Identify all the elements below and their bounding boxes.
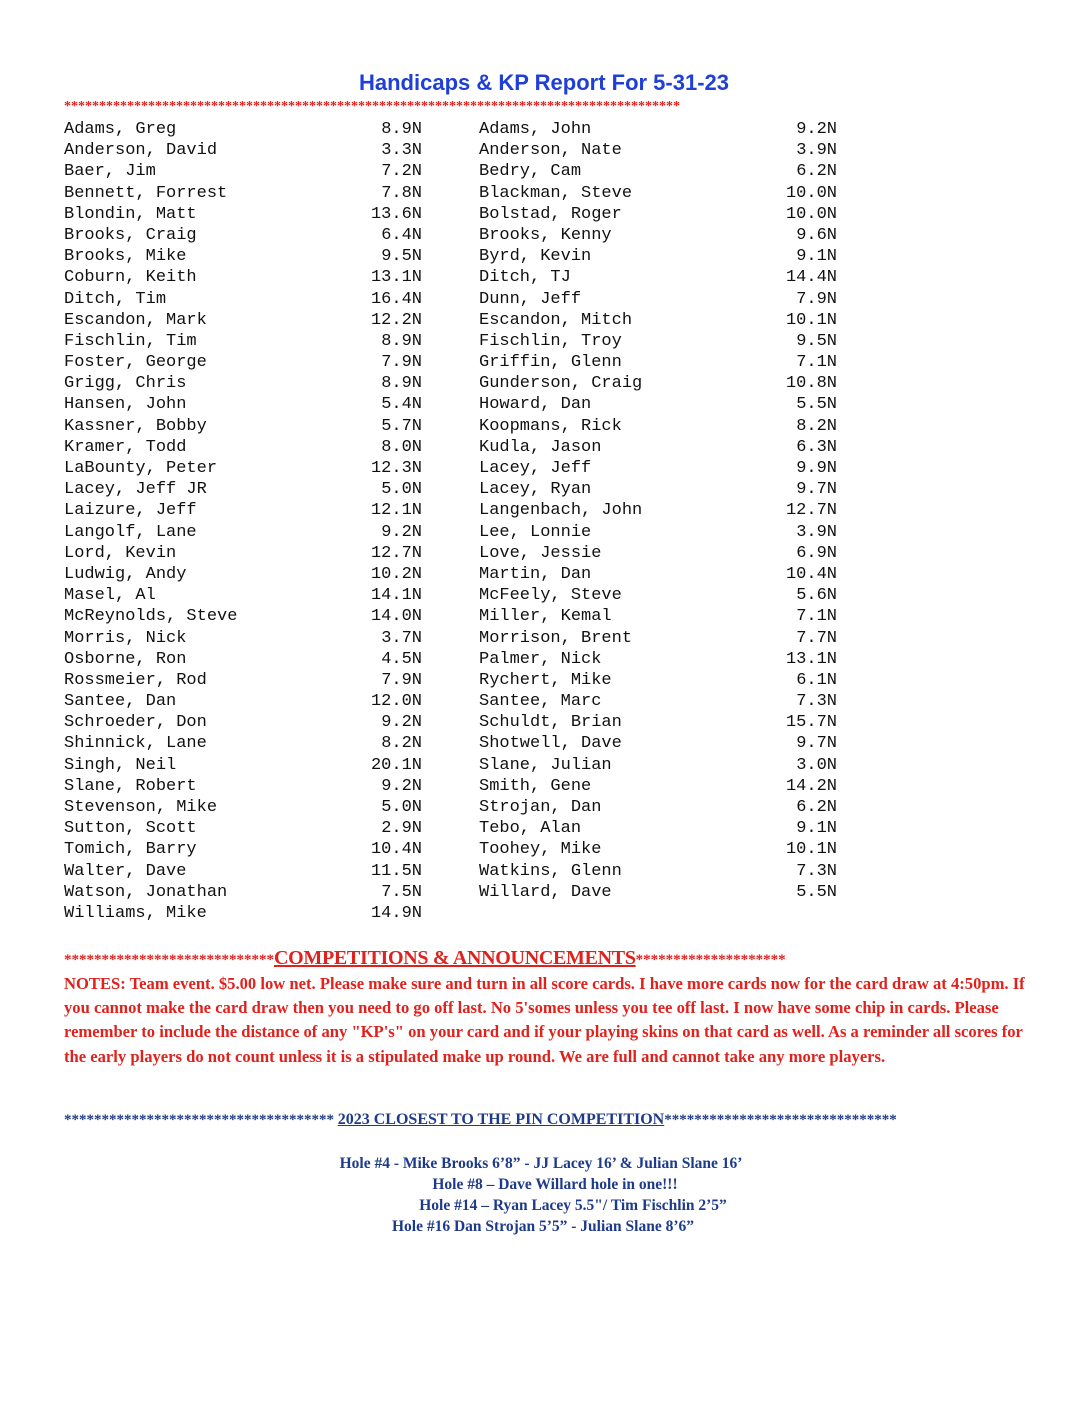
player-name: Sutton, Scott <box>64 819 197 839</box>
roster-row <box>64 352 864 373</box>
roster-row <box>64 712 864 733</box>
player-name: McReynolds, Steve <box>64 607 238 627</box>
player-name: Howard, Dan <box>479 395 592 415</box>
player-name: Singh, Neil <box>64 755 177 775</box>
roster-row <box>64 289 864 310</box>
roster-row <box>64 331 864 352</box>
player-handicap: 9.9N <box>796 459 837 478</box>
player-name: Blondin, Matt <box>64 204 197 224</box>
player-handicap: 10.0N <box>785 183 837 203</box>
player-handicap: 10.1N <box>785 310 837 330</box>
result-line: Hole #14 – Ryan Lacey 5.5"/ Tim Fischlin 2’5” <box>419 1197 727 1214</box>
player-handicap: 13.1N <box>785 649 837 669</box>
player-handicap: 12.7N <box>370 543 422 563</box>
player-name: Adams, Greg <box>64 120 177 139</box>
player-handicap: 10.0N <box>785 204 837 224</box>
handicap-roster <box>64 119 864 924</box>
player-handicap: 14.9N <box>370 903 422 923</box>
player-handicap: 15.7N <box>785 713 837 733</box>
player-handicap: 12.7N <box>785 501 837 521</box>
player-name: Schuldt, Brian <box>479 713 622 733</box>
player-name: Anderson, David <box>64 141 218 161</box>
player-handicap: 16.4N <box>370 289 422 309</box>
player-name: Fischlin, Troy <box>479 331 622 351</box>
roster-row <box>64 606 864 627</box>
player-handicap: 7.5N <box>381 882 422 902</box>
player-handicap: 12.0N <box>370 692 422 712</box>
player-name: Blackman, Steve <box>479 183 633 203</box>
player-handicap: 3.3N <box>381 141 422 161</box>
player-name: Morrison, Brent <box>479 628 633 648</box>
player-handicap: 9.6N <box>796 225 837 245</box>
stars-right: ******************** <box>635 952 786 968</box>
player-name: Watkins, Glenn <box>479 861 622 881</box>
player-name: Griffin, Glenn <box>479 353 622 373</box>
player-name: Ditch, Tim <box>64 289 167 309</box>
roster-row <box>64 691 864 712</box>
roster-row <box>64 882 864 903</box>
player-handicap: 10.8N <box>785 374 837 394</box>
player-name: Lacey, Ryan <box>479 480 592 500</box>
player-handicap: 5.6N <box>796 586 837 606</box>
player-handicap: 13.6N <box>370 204 422 224</box>
result-line: Hole #16 Dan Strojan 5’5” - Julian Slane 8’6” <box>392 1218 694 1235</box>
player-handicap: 7.9N <box>796 289 837 309</box>
player-name: Anderson, Nate <box>479 141 622 161</box>
player-handicap: 7.9N <box>381 670 422 690</box>
player-handicap: 5.5N <box>796 395 837 415</box>
player-handicap: 6.2N <box>796 162 837 182</box>
player-handicap: 9.1N <box>796 247 837 267</box>
player-name: Bedry, Cam <box>479 162 582 182</box>
player-name: Dunn, Jeff <box>479 289 582 309</box>
player-handicap: 12.2N <box>370 310 422 330</box>
player-handicap: 7.3N <box>796 692 837 712</box>
result-line: Hole #8 – Dave Willard hole in one!!! <box>432 1176 678 1193</box>
player-handicap: 6.3N <box>796 437 837 457</box>
player-name: McFeely, Steve <box>479 586 622 606</box>
player-name: Toohey, Mike <box>479 840 602 860</box>
player-name: Koopmans, Rick <box>479 416 622 436</box>
player-handicap: 6.2N <box>796 798 837 817</box>
player-name: Foster, George <box>64 353 207 373</box>
report-title: Handicaps & KP Report For 5-31-23 <box>358 70 730 95</box>
player-name: Watson, Jonathan <box>64 882 228 902</box>
player-name: Grigg, Chris <box>64 374 187 394</box>
player-name: Escandon, Mitch <box>479 310 633 330</box>
roster-row <box>64 373 864 394</box>
player-handicap: 7.9N <box>381 353 422 373</box>
player-name: Shinnick, Lane <box>64 734 207 754</box>
player-name: Byrd, Kevin <box>479 247 592 267</box>
player-handicap: 7.7N <box>796 628 837 648</box>
player-handicap: 3.9N <box>796 141 837 161</box>
player-name: Love, Jessie <box>479 543 602 563</box>
player-name: Strojan, Dan <box>479 798 602 817</box>
player-handicap: 8.2N <box>381 734 422 754</box>
player-handicap: 5.5N <box>796 882 837 902</box>
player-handicap: 7.2N <box>381 162 422 182</box>
player-name: Ditch, TJ <box>479 268 571 288</box>
player-name: Lacey, Jeff <box>479 459 592 478</box>
player-handicap: 5.0N <box>381 480 422 500</box>
player-name: Santee, Dan <box>64 692 177 712</box>
player-handicap: 7.3N <box>796 861 837 881</box>
player-handicap: 9.7N <box>796 734 837 754</box>
player-handicap: 6.9N <box>796 543 837 563</box>
roster-row <box>64 500 864 521</box>
player-name: Williams, Mike <box>64 903 207 923</box>
closest-to-pin-heading: 2023 CLOSEST TO THE PIN COMPETITION <box>337 1111 665 1128</box>
roster-row <box>64 628 864 649</box>
player-handicap: 3.7N <box>381 628 422 648</box>
player-name: Santee, Marc <box>479 692 602 712</box>
player-handicap: 10.2N <box>370 564 422 584</box>
player-handicap: 14.0N <box>370 607 422 627</box>
player-name: Adams, John <box>479 120 592 139</box>
player-name: Langolf, Lane <box>64 522 197 542</box>
closest-to-pin-header <box>64 1111 1024 1129</box>
competitions-heading: COMPETITIONS & ANNOUNCEMENTS <box>274 947 636 969</box>
player-name: Kassner, Bobby <box>64 416 207 436</box>
roster-row <box>64 564 864 585</box>
player-handicap: 8.0N <box>381 437 422 457</box>
player-handicap: 4.5N <box>381 649 422 669</box>
closest-to-pin-results <box>0 1153 1088 1237</box>
player-name: Stevenson, Mike <box>64 798 218 817</box>
roster-row <box>64 839 864 860</box>
stars-left: ************************************ <box>64 1112 334 1128</box>
player-name: Kramer, Todd <box>64 437 187 457</box>
player-handicap: 14.2N <box>785 776 837 796</box>
roster-row <box>64 394 864 415</box>
player-name: Brooks, Kenny <box>479 225 612 245</box>
result-line: Hole #4 - Mike Brooks 6’8” - JJ Lacey 16’ & Julian Slane 16’ <box>339 1155 743 1172</box>
player-handicap: 9.2N <box>796 120 837 139</box>
player-handicap: 2.9N <box>381 819 422 839</box>
roster-row <box>64 310 864 331</box>
roster-row <box>64 585 864 606</box>
player-handicap: 9.2N <box>381 776 422 796</box>
roster-row <box>64 543 864 564</box>
roster-row <box>64 861 864 882</box>
player-handicap: 5.7N <box>381 416 422 436</box>
player-name: Langenbach, John <box>479 501 643 521</box>
player-handicap: 9.2N <box>381 522 422 542</box>
player-handicap: 3.9N <box>796 522 837 542</box>
player-name: Lord, Kevin <box>64 543 177 563</box>
player-name: Coburn, Keith <box>64 268 197 288</box>
player-name: Laizure, Jeff <box>64 501 197 521</box>
player-name: Rychert, Mike <box>479 670 612 690</box>
player-name: Shotwell, Dave <box>479 734 622 754</box>
player-handicap: 9.1N <box>796 819 837 839</box>
player-handicap: 20.1N <box>370 755 422 775</box>
player-name: Schroeder, Don <box>64 713 207 733</box>
roster-row <box>64 649 864 670</box>
player-name: Slane, Julian <box>479 755 612 775</box>
player-name: Willard, Dave <box>479 882 612 902</box>
roster-row <box>64 479 864 500</box>
player-name: Brooks, Mike <box>64 247 187 267</box>
header-divider: **************************************************************************************** <box>64 99 680 114</box>
roster-row <box>64 119 864 140</box>
player-handicap: 7.1N <box>796 607 837 627</box>
player-handicap: 8.9N <box>381 331 422 351</box>
player-name: Hansen, John <box>64 395 187 415</box>
roster-row <box>64 140 864 161</box>
player-name: Walter, Dave <box>64 861 187 881</box>
player-name: Tebo, Alan <box>479 819 582 839</box>
player-handicap: 12.1N <box>370 501 422 521</box>
player-handicap: 14.1N <box>370 586 422 606</box>
stars-left: **************************** <box>64 952 274 968</box>
player-name: Gunderson, Craig <box>479 374 643 394</box>
player-handicap: 10.1N <box>785 840 837 860</box>
player-handicap: 9.7N <box>796 480 837 500</box>
player-handicap: 5.0N <box>381 798 422 817</box>
player-handicap: 9.5N <box>796 331 837 351</box>
roster-row <box>64 670 864 691</box>
player-handicap: 11.5N <box>370 861 422 881</box>
player-handicap: 9.2N <box>381 713 422 733</box>
roster-row <box>64 246 864 267</box>
player-handicap: 10.4N <box>370 840 422 860</box>
player-name: Tomich, Barry <box>64 840 197 860</box>
player-name: LaBounty, Peter <box>64 459 218 478</box>
player-handicap: 8.9N <box>381 120 422 139</box>
player-name: Fischlin, Tim <box>64 331 197 351</box>
player-name: Bolstad, Roger <box>479 204 622 224</box>
roster-row <box>64 733 864 754</box>
player-name: Palmer, Nick <box>479 649 602 669</box>
player-name: Osborne, Ron <box>64 649 187 669</box>
player-name: Lacey, Jeff JR <box>64 480 207 500</box>
player-handicap: 7.8N <box>381 183 422 203</box>
player-name: Martin, Dan <box>479 564 592 584</box>
player-handicap: 7.1N <box>796 353 837 373</box>
roster-row <box>64 755 864 776</box>
player-name: Slane, Robert <box>64 776 197 796</box>
player-name: Morris, Nick <box>64 628 187 648</box>
player-handicap: 9.5N <box>381 247 422 267</box>
player-name: Masel, Al <box>64 586 156 606</box>
announcement-notes: NOTES: Team event. $5.00 low net. Please make sure and turn in all score cards. I have more cards now for the card draw at 4:50pm. If you cannot make the card draw then you need to go off last. No 5'somes unless you tee off last. I now have some chip in cards. Please remember to include the distance of any "KP's" on your card and if your playing skins on that card as well. As a reminder all scores for the early players do not count unless it is a stipulated make up round. We are full and cannot take any more players. <box>64 974 1025 1066</box>
player-name: Ludwig, Andy <box>64 564 187 584</box>
player-handicap: 8.2N <box>796 416 837 436</box>
roster-row <box>64 161 864 182</box>
competitions-header <box>64 947 1024 970</box>
roster-row <box>64 776 864 797</box>
player-name: Kudla, Jason <box>479 437 602 457</box>
player-name: Baer, Jim <box>64 162 156 182</box>
player-name: Escandon, Mark <box>64 310 207 330</box>
player-handicap: 8.9N <box>381 374 422 394</box>
player-handicap: 14.4N <box>785 268 837 288</box>
player-name: Lee, Lonnie <box>479 522 592 542</box>
player-name: Brooks, Craig <box>64 225 197 245</box>
roster-row <box>64 818 864 839</box>
roster-row <box>64 797 864 818</box>
player-name: Smith, Gene <box>479 776 592 796</box>
player-handicap: 10.4N <box>785 564 837 584</box>
roster-row <box>64 458 864 479</box>
player-name: Rossmeier, Rod <box>64 670 207 690</box>
player-name: Miller, Kemal <box>479 607 612 627</box>
player-handicap: 13.1N <box>370 268 422 288</box>
roster-row <box>64 267 864 288</box>
roster-row <box>64 903 864 924</box>
roster-row <box>64 437 864 458</box>
roster-row <box>64 416 864 437</box>
player-handicap: 6.4N <box>381 225 422 245</box>
stars-right: ******************************* <box>664 1112 897 1128</box>
roster-row <box>64 183 864 204</box>
player-handicap: 6.1N <box>796 670 837 690</box>
player-handicap: 3.0N <box>796 755 837 775</box>
player-name: Bennett, Forrest <box>64 183 228 203</box>
roster-row <box>64 204 864 225</box>
roster-row <box>64 522 864 543</box>
roster-row <box>64 225 864 246</box>
player-handicap: 12.3N <box>370 459 422 478</box>
player-handicap: 5.4N <box>381 395 422 415</box>
